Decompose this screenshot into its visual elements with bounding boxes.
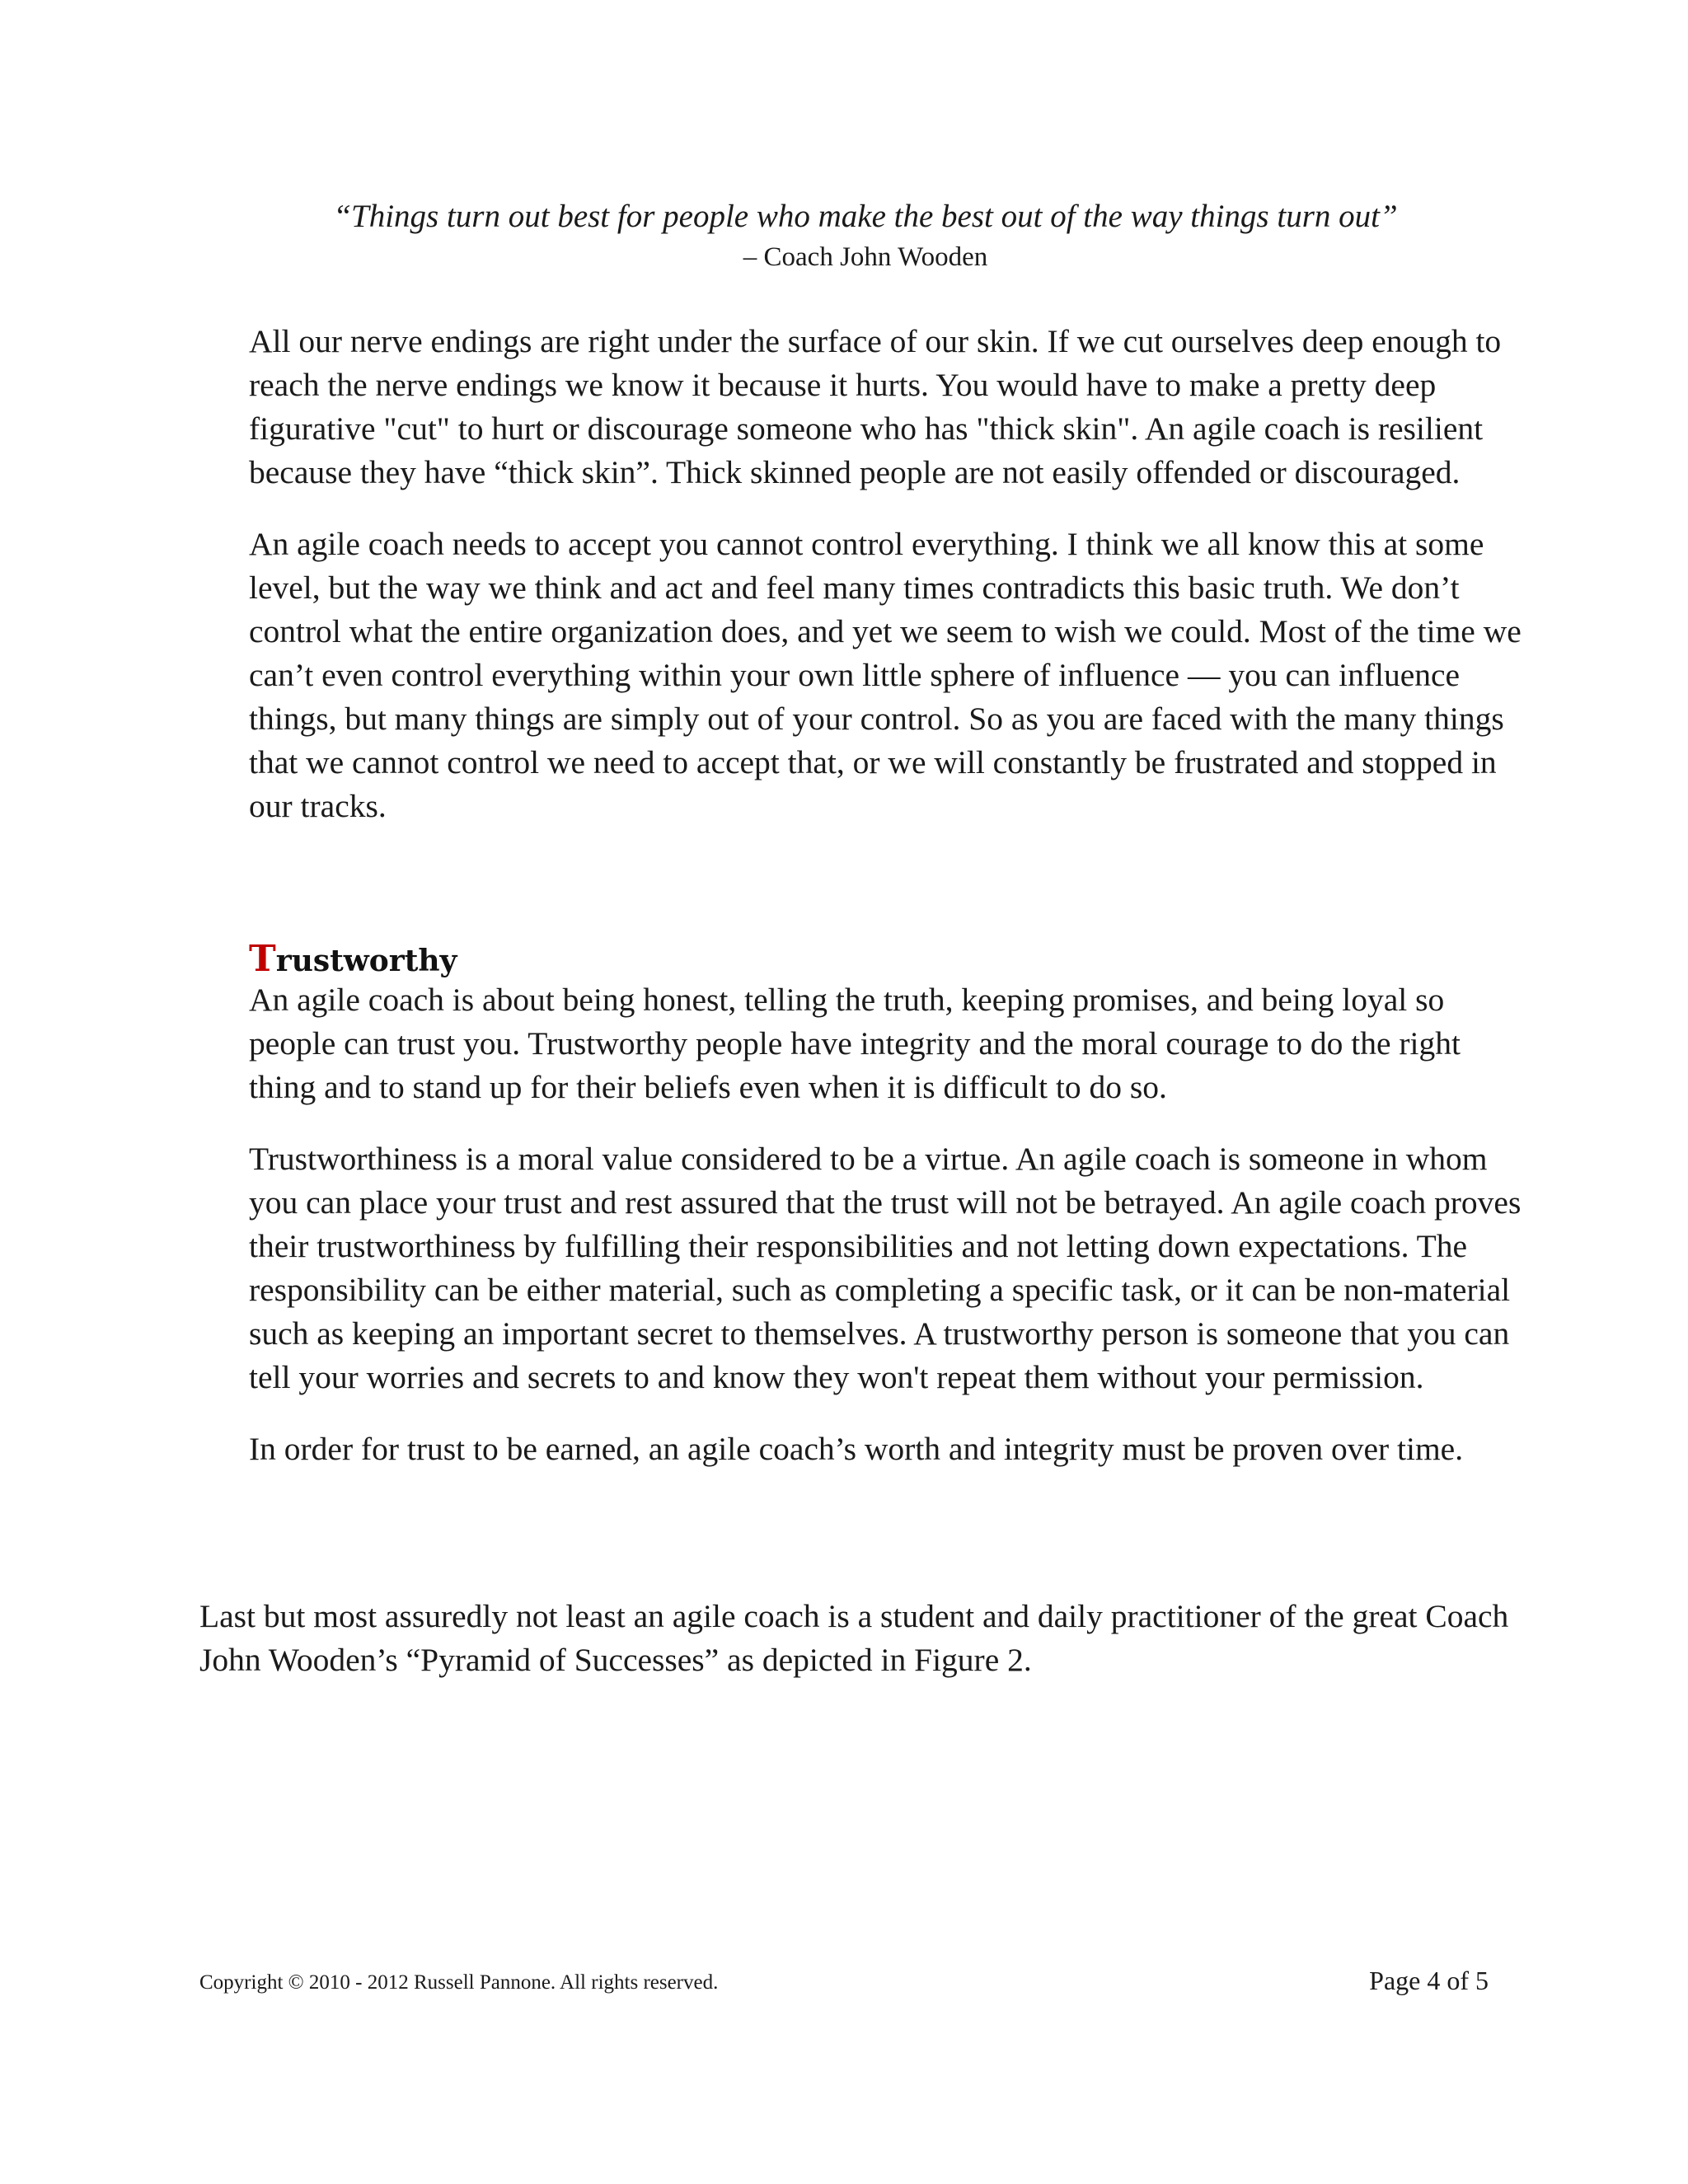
resilience-section <box>249 320 1535 856</box>
footer-page-number: Page 4 of 5 <box>1369 1966 1489 1995</box>
paragraph: In order for trust to be earned, an agile coach’s worth and integrity must be proven over time. <box>249 1431 1464 1467</box>
paragraph: An agile coach needs to accept you cannot control everything. I think we all know this at some level, but the way we think and act and feel many times contradicts this basic truth. We don’t control what the entire organization does, and yet we seem to wish we could. Most of the time we can’t even control everything within your own little sphere of influence — you can influence things, but many things are simply out of your control. So as you are faced with the many things that we cannot control we need to accept that, or we will constantly be frustrated and stopped in our tracks. <box>249 526 1522 824</box>
heading-rest: rustworthy <box>275 944 457 978</box>
epigraph-quote <box>198 196 1533 277</box>
quote-attribution: – Coach John Wooden <box>743 242 988 272</box>
heading-initial: T <box>249 938 276 980</box>
paragraph: Trustworthiness is a moral value considered to be a virtue. An agile coach is someone in whom you can place your trust and rest assured that the trust will not be betrayed. An agile coach proves their trustworthiness by fulfilling their responsibilities and not letting down expectations. The responsibility can be either material, such as completing a specific task, or it can be non-material such as keeping an important secret to themselves. A trustworthy person is someone that you can tell your worries and secrets to and know they won't repeat them without your permission. <box>249 1141 1522 1395</box>
section-heading-trustworthy <box>249 940 457 981</box>
closing-paragraph: Last but most assuredly not least an agile coach is a student and daily practitioner of the great Coach John Wooden’s “Pyramid of Successes” as depicted in Figure 2. <box>199 1598 1509 1678</box>
paragraph: All our nerve endings are right under the surface of our skin. If we cut ourselves deep enough to reach the nerve endings we know it because it hurts. You would have to make a pretty deep figurative "cut" to hurt or discourage someone who has "thick skin". An agile coach is resilient because they have “thick skin”. Thick skinned people are not easily offended or discouraged. <box>249 323 1502 490</box>
paragraph: An agile coach is about being honest, telling the truth, keeping promises, and being loyal so people can trust you. Trustworthy people have integrity and the moral courage to do the right thing and to stand up for their beliefs even when it is difficult to do so. <box>249 982 1461 1105</box>
trustworthy-section <box>249 978 1535 1499</box>
quote-text: “Things turn out best for people who make the best out of the way things turn out” <box>333 199 1398 234</box>
footer-copyright: Copyright © 2010 - 2012 Russell Pannone. All rights reserved. <box>199 1971 719 1994</box>
